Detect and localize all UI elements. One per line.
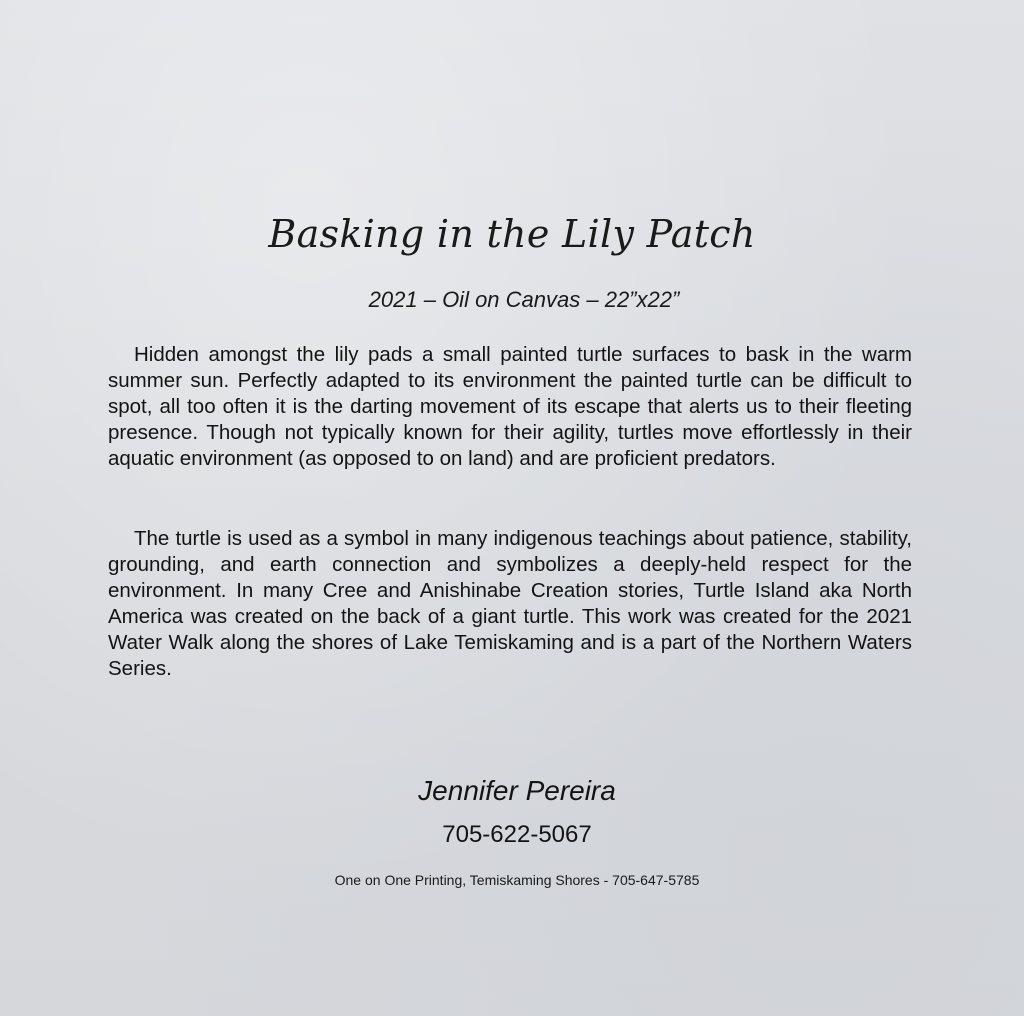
- artwork-details: 2021 – Oil on Canvas – 22”x22”: [368, 287, 680, 312]
- description-paragraph: [108, 526, 912, 682]
- description-paragraph: [108, 342, 912, 472]
- paragraph-text: The turtle is used as a symbol in many indigenous teachings about patience, stability, grounding, and earth connection and symbolizes a deeply-held respect for the environment. In many Cree and Anishinabe Creation stories, Turtle Island aka North America was created on the back of a giant turtle. This work was created for the 2021 Water Walk along the shores of Lake Temiskaming and is a part of the Northern Waters Series.: [108, 527, 912, 680]
- paragraph-text: Hidden amongst the lily pads a small painted turtle surfaces to bask in the warm summer sun. Perfectly adapted to its environment the painted turtle can be difficult to spot, all too often it is the darting movement of its escape that alerts us to their fleeting presence. Though not typically known for their agility, turtles move effortlessly in their aquatic environment (as opposed to on land) and are proficient predators.: [108, 343, 912, 470]
- artist-phone: 705-622-5067: [442, 821, 592, 848]
- artwork-title: Basking in the Lily Patch: [268, 212, 756, 256]
- artist-name: Jennifer Pereira: [418, 775, 616, 806]
- printer-credit: One on One Printing, Temiskaming Shores - 705-647-5785: [334, 872, 700, 888]
